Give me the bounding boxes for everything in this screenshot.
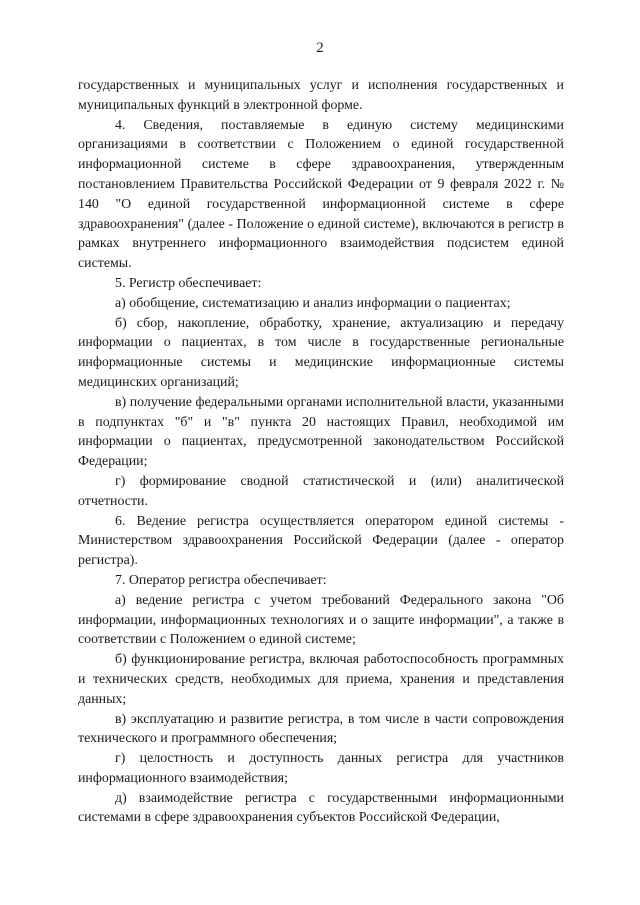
paragraph-5a: а) обобщение, систематизацию и анализ информации о пациентах;: [115, 295, 511, 311]
paragraph-6: 6. Ведение регистра осуществляется оператором единой системы - Министерством здравоохранения Российской Федерации (далее - оператор регистра).: [78, 513, 564, 569]
paragraph-5b: б) сбор, накопление, обработку, хранение, актуализацию и передачу информации о пациентах, в том числе в государственные региональные информационные системы и медицинские информационные системы медицинских организаций;: [78, 315, 564, 390]
paragraph-continued: государственных и муниципальных услуг и исполнения государственных и муниципальных функций в электронной форме.: [78, 78, 564, 113]
document-body: [78, 76, 564, 828]
paragraph-7d: д) взаимодействие регистра с государственными информационными системами в сфере здравоохранения субъектов Российской Федерации,: [78, 790, 564, 826]
paragraph-7g: г) целостность и доступность данных регистра для участников информационного взаимодействия;: [78, 751, 564, 786]
paragraph-7v: в) эксплуатацию и развитие регистра, в том числе в части сопровождения технического и программного обеспечения;: [78, 711, 564, 747]
paragraph-7: 7. Оператор регистра обеспечивает:: [115, 572, 327, 588]
paragraph-5: 5. Регистр обеспечивает:: [115, 275, 262, 291]
paragraph-7a: а) ведение регистра с учетом требований Федерального закона "Об информации, информационных технологиях и о защите информации", а также в соответствии с Положением о единой системе;: [78, 592, 564, 648]
page-number: 2: [316, 40, 324, 56]
paragraph-7b: б) функционирование регистра, включая работоспособность программных и технических средств, необходимых для приема, хранения и представления данных;: [78, 652, 564, 707]
paragraph-4: 4. Сведения, поставляемые в единую систему медицинскими организациями в соответствии с Положением о единой государственной информационной системе в сфере здравоохранения, утвержденным постановлением Правительства Российской Федерации от 9 февраля 2022 г. № 140 "О единой государственной информационной системе в сфере здравоохранения" (далее - Положение о единой системе), включаются в регистр в рамках внутреннего информационного взаимодействия подсистем единой системы.: [78, 117, 564, 272]
paragraph-5v: в) получение федеральными органами исполнительной власти, указанными в подпунктах "б" и "в" пункта 20 настоящих Правил, необходимой им информации о пациентах, предусмотренной законодательством Российской Федерации;: [78, 394, 564, 470]
paragraph-5g: г) формирование сводной статистической и (или) аналитической отчетности.: [78, 473, 564, 509]
